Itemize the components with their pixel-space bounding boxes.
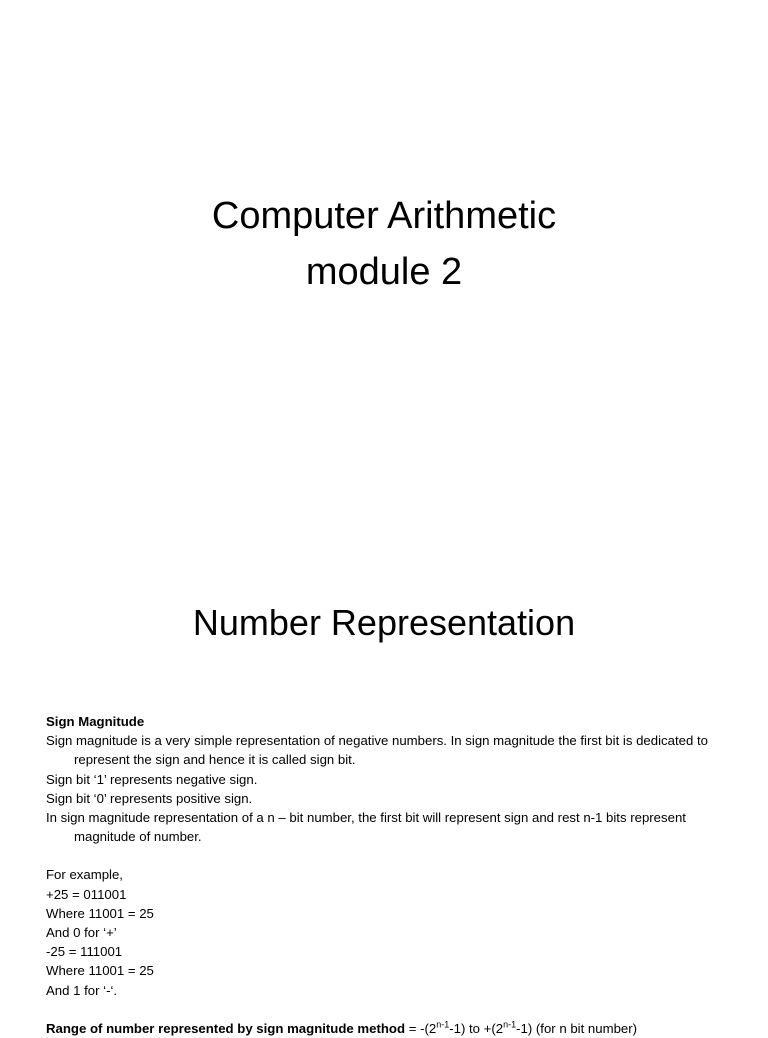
example-line: -25 = 111001 bbox=[46, 944, 123, 960]
range-label: Range of number represented by sign magnitude method bbox=[46, 1020, 406, 1036]
range-mid: -1) to +(2 bbox=[449, 1020, 504, 1036]
paragraph-intro: Sign magnitude is a very simple representation of negative numbers. In sign magnitude the first bit is dedicated to represent the sign and hence it is called sign bit. bbox=[46, 733, 708, 768]
section-title: Number Representation bbox=[192, 602, 576, 643]
example-line: +25 = 011001 bbox=[46, 886, 127, 902]
example-line: Where 11001 = 25 bbox=[46, 905, 154, 921]
paragraph-n-bit: In sign magnitude representation of a n – bit number, the first bit will represent sign and rest n-1 bits represent magnitude of number. bbox=[46, 810, 686, 845]
range-exponent-2: n-1 bbox=[503, 1019, 517, 1030]
slide-body bbox=[46, 712, 726, 1038]
paragraph-negative-sign: Sign bit ‘1’ represents negative sign. bbox=[46, 771, 258, 787]
example-line: And 0 for ‘+’ bbox=[46, 925, 117, 941]
example-line: And 1 for ‘-‘. bbox=[46, 982, 118, 998]
paragraph-positive-sign: Sign bit ‘0’ represents positive sign. bbox=[46, 790, 253, 806]
range-tail: -1) (for n bit number) bbox=[516, 1020, 638, 1036]
spacer bbox=[46, 1000, 726, 1019]
slide-title-line-2: module 2 bbox=[305, 251, 463, 293]
example-line: Where 11001 = 25 bbox=[46, 963, 154, 979]
range-formula bbox=[46, 1019, 726, 1038]
range-eq: = -(2 bbox=[405, 1020, 437, 1036]
example-line: For example, bbox=[46, 867, 123, 883]
spacer bbox=[46, 846, 726, 865]
range-exponent-1: n-1 bbox=[436, 1019, 450, 1030]
slide-title-line-1: Computer Arithmetic bbox=[211, 195, 557, 237]
sign-magnitude-heading: Sign Magnitude bbox=[46, 714, 145, 729]
slide-title bbox=[0, 188, 768, 300]
